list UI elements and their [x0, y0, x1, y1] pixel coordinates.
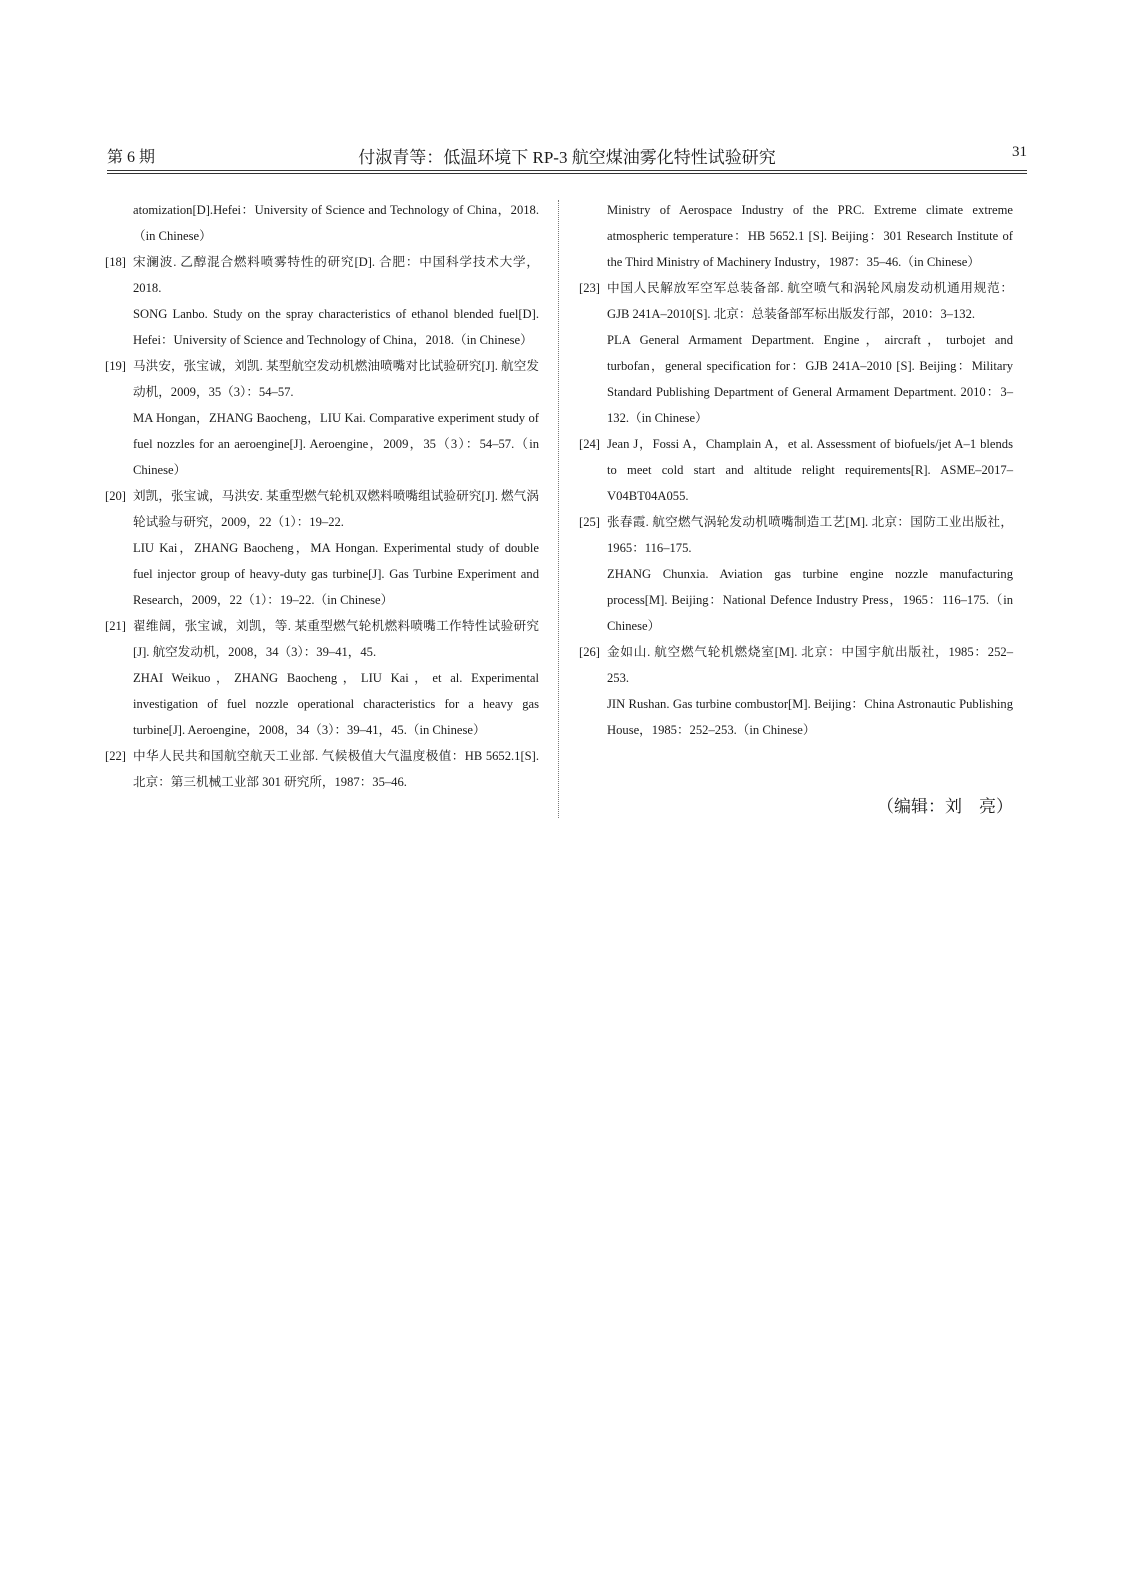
reference-number: [26]: [579, 645, 600, 659]
running-header: [107, 140, 1027, 171]
reference-number: [20]: [105, 489, 126, 503]
reference-text-chinese: 金如山. 航空燃气轮机燃烧室[M]. 北京：中国宇航出版社，1985：252–253.: [607, 645, 1013, 685]
reference-entry: [107, 249, 539, 353]
right-column: [581, 197, 1013, 743]
reference-number: [25]: [579, 515, 600, 529]
reference-number: [19]: [105, 359, 126, 373]
reference-text-chinese: 中国人民解放军空军总装备部. 航空喷气和涡轮风扇发动机通用规范：GJB 241A–2010[S]. 北京：总装备部军标出版发行部，2010：3–132.: [607, 281, 1013, 321]
page-number: 31: [1012, 144, 1027, 160]
reference-text-chinese: 刘凯，张宝诚，马洪安. 某重型燃气轮机双燃料喷嘴组试验研究[J]. 燃气涡轮试验与研究，2009，22（1）：19–22.: [133, 489, 539, 529]
reference-number: [23]: [579, 281, 600, 295]
reference-text-english: LIU Kai，ZHANG Baocheng，MA Hongan. Experimental study of double fuel injector group of heavy-duty gas turbine[J]. Gas Turbine Experiment and Research，2009，22（1）：19–22.（in Chinese）: [133, 541, 539, 607]
reference-continuation: atomization[D].Hefei：University of Science and Technology of China，2018.（in Chinese）: [133, 203, 539, 243]
reference-text-english: ZHANG Chunxia. Aviation gas turbine engine nozzle manufacturing process[M]. Beijing：National Defence Industry Press，1965：116–175.（in Chinese）: [607, 567, 1013, 633]
reference-text-chinese: 张春霞. 航空燃气涡轮发动机喷嘴制造工艺[M]. 北京：国防工业出版社，1965：116–175.: [607, 515, 1013, 555]
reference-entry: [581, 639, 1013, 743]
reference-number: [18]: [105, 255, 126, 269]
reference-entry: [581, 509, 1013, 639]
reference-text-english: JIN Rushan. Gas turbine combustor[M]. Beijing：China Astronautic Publishing House，1985：252–253.（in Chinese）: [607, 697, 1013, 737]
reference-entry: [107, 353, 539, 483]
column-divider: [558, 200, 559, 818]
reference-text-english: MA Hongan，ZHANG Baocheng，LIU Kai. Comparative experiment study of fuel nozzles for an aeroengine[J]. Aeroengine，2009，35（3）：54–57.（in Chinese）: [133, 411, 539, 477]
reference-text-chinese: 马洪安，张宝诚，刘凯. 某型航空发动机燃油喷嘴对比试验研究[J]. 航空发动机，2009，35（3）：54–57.: [133, 359, 539, 399]
reference-number: [21]: [105, 619, 126, 633]
reference-entry: [107, 613, 539, 743]
left-column: [107, 197, 539, 795]
editor-note: （编辑：刘 亮）: [877, 797, 1013, 816]
reference-entry: [581, 275, 1013, 431]
reference-text-english: SONG Lanbo. Study on the spray characteristics of ethanol blended fuel[D]. Hefei：University of Science and Technology of China，2018.（in Chinese）: [133, 307, 539, 347]
reference-continuation: Ministry of Aerospace Industry of the PRC. Extreme climate extreme atmospheric temperature：HB 5652.1 [S]. Beijing：301 Research Institute of the Third Ministry of Machinery Industry，1987：35–46.（in Chinese）: [607, 203, 1013, 269]
reference-text-english: Jean J，Fossi A，Champlain A，et al. Assessment of biofuels/jet A–1 blends to meet cold start and altitude relight requirements[R]. ASME–2017–V04BT04A055.: [607, 437, 1013, 503]
reference-text-chinese: 宋澜波. 乙醇混合燃料喷雾特性的研究[D]. 合肥：中国科学技术大学，2018.: [133, 255, 539, 295]
reference-number: [22]: [105, 749, 126, 763]
reference-text-english: ZHAI Weikuo，ZHANG Baocheng，LIU Kai，et al. Experimental investigation of fuel nozzle operational characteristics for a heavy gas turbine[J]. Aeroengine，2008，34（3）：39–41，45.（in Chinese）: [133, 671, 539, 737]
issue-label: 第 6 期: [107, 149, 156, 166]
reference-entry: [581, 431, 1013, 509]
reference-number: [24]: [579, 437, 600, 451]
reference-text-chinese: 翟维阔，张宝诚，刘凯，等. 某重型燃气轮机燃料喷嘴工作特性试验研究[J]. 航空发动机，2008，34（3）：39–41，45.: [133, 619, 539, 659]
reference-text-chinese: 中华人民共和国航空航天工业部. 气候极值大气温度极值：HB 5652.1[S]. 北京：第三机械工业部 301 研究所，1987：35–46.: [133, 749, 539, 789]
reference-entry: [107, 743, 539, 795]
running-title: 付淑青等：低温环境下 RP-3 航空煤油雾化特性试验研究: [358, 148, 776, 167]
reference-text-english: PLA General Armament Department. Engine，aircraft，turbojet and turbofan，general specification for：GJB 241A–2010 [S]. Beijing：Military Standard Publishing Department of General Armament Department. 2010：3–132.（in Chinese）: [607, 333, 1013, 425]
reference-entry: [107, 483, 539, 613]
